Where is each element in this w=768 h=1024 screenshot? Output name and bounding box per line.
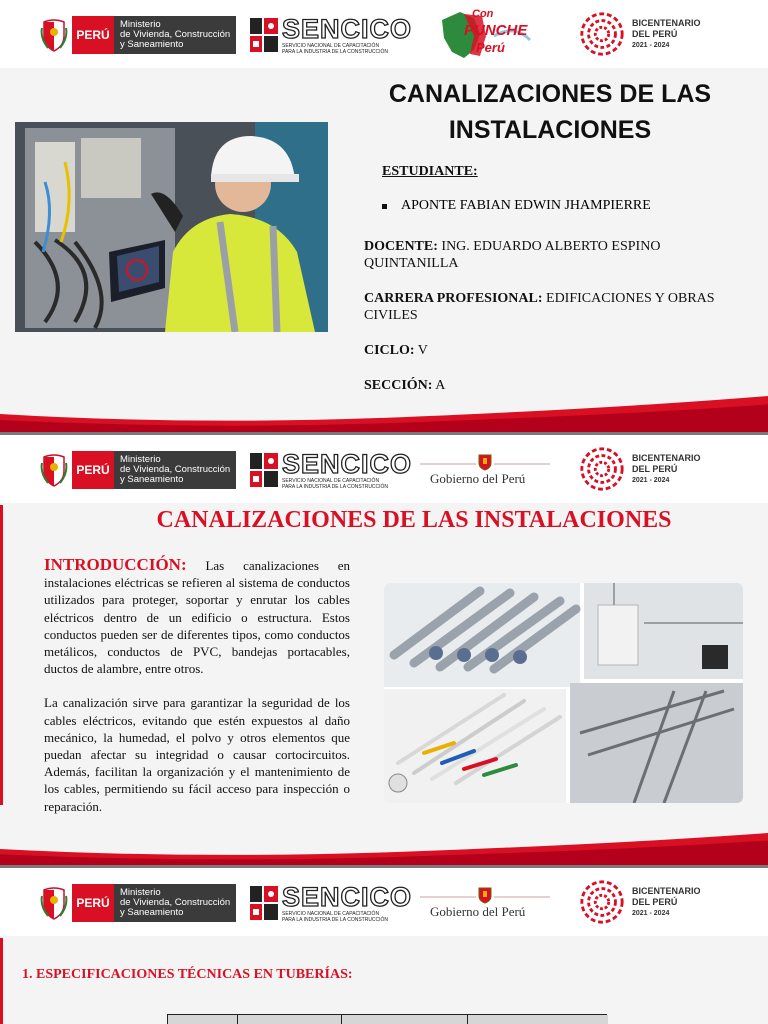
bicentenario-logo xyxy=(578,445,701,493)
bicentenario-years: 2021 - 2024 xyxy=(632,909,670,917)
intro-label: INTRODUCCIÓN: xyxy=(44,555,187,574)
seccion-value: A xyxy=(432,378,446,393)
sencico-logo xyxy=(249,448,413,490)
docente-value: ING. EDUARDO ALBERTO ESPINO QUINTANILLA xyxy=(364,239,661,271)
punche-peru-logo xyxy=(434,6,534,62)
ministry-line: y Saneamiento xyxy=(120,39,184,50)
section-title: CANALIZACIONES DE LAS INSTALACIONES xyxy=(156,507,672,533)
footer-wave xyxy=(0,833,768,865)
sencico-sub: PARA LA INDUSTRIA DE LA CONSTRUCCIÓN xyxy=(282,48,389,55)
sencico-logo xyxy=(249,881,413,923)
ciclo-label: CICLO: xyxy=(364,343,415,358)
peru-label: PERÚ xyxy=(72,16,114,54)
logo-bar xyxy=(0,0,768,68)
punche-word: PUNCHE xyxy=(464,22,528,39)
table-cell xyxy=(238,1015,342,1024)
ministry-line: de Vivienda, Construcción xyxy=(120,29,231,40)
introduction-text xyxy=(44,556,350,815)
docente-label: DOCENTE: xyxy=(364,239,438,254)
sencico-name: SENCICO xyxy=(282,13,413,44)
gobierno-text: Gobierno del Perú xyxy=(430,904,526,919)
peru-label: PERÚ xyxy=(72,884,114,922)
bicentenario-icon xyxy=(578,445,626,493)
student-name: APONTE FABIAN EDWIN JHAMPIERRE xyxy=(401,198,651,213)
ministry-line: y Saneamiento xyxy=(120,907,184,918)
bicentenario-line: BICENTENARIO xyxy=(632,452,701,463)
carrera-value: EDIFICACIONES Y OBRAS CIVILES xyxy=(364,291,715,323)
footer-wave xyxy=(0,396,768,432)
punche-con: Con xyxy=(472,8,494,20)
bicentenario-icon xyxy=(578,878,626,926)
sencico-sub: PARA LA INDUSTRIA DE LA CONSTRUCCIÓN xyxy=(282,483,389,490)
punche-peru: Perú xyxy=(476,40,505,55)
specifications-table xyxy=(167,1014,607,1024)
peru-shield-icon xyxy=(40,18,68,52)
sencico-sub: SERVICIO NACIONAL DE CAPACITACIÓN xyxy=(282,477,380,484)
slide-specifications xyxy=(0,868,768,1024)
ministry-logo xyxy=(40,451,236,489)
gobierno-logo xyxy=(420,884,550,924)
cover-title xyxy=(350,76,750,148)
table-cell xyxy=(342,1015,468,1024)
bicentenario-years: 2021 - 2024 xyxy=(632,476,670,484)
conduit-collage-photo xyxy=(384,583,743,803)
bicentenario-line: DEL PERÚ xyxy=(632,896,678,907)
sencico-sub: PARA LA INDUSTRIA DE LA CONSTRUCCIÓN xyxy=(282,916,389,923)
table-cell xyxy=(468,1015,608,1024)
seccion-label: SECCIÓN: xyxy=(364,378,433,393)
side-accent-bar xyxy=(0,505,3,805)
peru-shield-icon xyxy=(40,886,68,920)
bicentenario-logo xyxy=(578,878,701,926)
docente-row xyxy=(364,238,744,272)
sencico-logo xyxy=(249,13,413,55)
ministry-logo xyxy=(40,884,236,922)
student-entry xyxy=(382,198,651,214)
peru-shield-icon xyxy=(40,453,68,487)
sencico-mark-icon xyxy=(249,885,279,921)
carrera-label: CARRERA PROFESIONAL: xyxy=(364,291,543,306)
ministry-line: y Saneamiento xyxy=(120,474,184,485)
sencico-name: SENCICO xyxy=(282,881,413,912)
peru-label: PERÚ xyxy=(72,451,114,489)
bicentenario-icon xyxy=(578,10,626,58)
sencico-sub: SERVICIO NACIONAL DE CAPACITACIÓN xyxy=(282,910,380,917)
carrera-row xyxy=(364,290,744,324)
cover-title-line: INSTALACIONES xyxy=(448,116,652,144)
ministry-text xyxy=(114,884,236,922)
ciclo-row xyxy=(364,342,744,359)
ministry-text xyxy=(114,16,236,54)
ministry-logo xyxy=(40,16,236,54)
ministry-line: Ministerio xyxy=(120,454,161,465)
logo-bar xyxy=(0,435,768,503)
ministry-text xyxy=(114,451,236,489)
sencico-sub: SERVICIO NACIONAL DE CAPACITACIÓN xyxy=(282,42,380,49)
sencico-mark-icon xyxy=(249,452,279,488)
sencico-mark-icon xyxy=(249,17,279,53)
gobierno-logo xyxy=(420,451,550,491)
specifications-heading: 1. ESPECIFICACIONES TÉCNICAS EN TUBERÍAS: xyxy=(22,967,353,982)
gobierno-text: Gobierno del Perú xyxy=(430,471,526,486)
bicentenario-logo xyxy=(578,10,701,58)
bicentenario-line: BICENTENARIO xyxy=(632,17,701,28)
ministry-line: de Vivienda, Construcción xyxy=(120,897,231,908)
side-accent-bar xyxy=(0,938,3,1024)
logo-bar xyxy=(0,868,768,936)
ministry-line: Ministerio xyxy=(120,887,161,898)
bicentenario-line: BICENTENARIO xyxy=(632,885,701,896)
bicentenario-line: DEL PERÚ xyxy=(632,28,678,39)
ciclo-value: V xyxy=(414,343,428,358)
slide-cover xyxy=(0,0,768,432)
ministry-line: Ministerio xyxy=(120,19,161,30)
intro-text: Las canalizaciones en instalaciones eléctricas se refieren al sistema de conductos utilizados para proteger, soportar y enrutar los cables eléctricos dentro de un edificio o estructura. Estos conductos pueden ser de diferentes tipos, como conductos metálicos, conductos de PVC, bandejas portacables, ductos de alambre, entre otros. xyxy=(44,558,350,677)
ministry-line: de Vivienda, Construcción xyxy=(120,464,231,475)
sencico-name: SENCICO xyxy=(282,448,413,479)
bicentenario-years: 2021 - 2024 xyxy=(632,41,670,49)
slide-introduction xyxy=(0,435,768,865)
purpose-paragraph: La canalización sirve para garantizar la seguridad de los cables eléctricos, evitando que estén expuestos al daño mecánico, la humedad, el polvo y otros elementos que puedan afectar su integridad o causar cortocircuitos. Además, facilitan la organización y el mantenimiento de los cables, permitiendo su fácil acceso para inspección o reparación. xyxy=(44,695,350,814)
seccion-row xyxy=(364,377,744,394)
bullet-icon xyxy=(382,204,387,209)
bicentenario-line: DEL PERÚ xyxy=(632,463,678,474)
student-label: ESTUDIANTE: xyxy=(382,164,478,179)
intro-paragraph xyxy=(44,556,350,677)
table-cell xyxy=(168,1015,238,1024)
electrician-photo xyxy=(15,122,328,332)
cover-title-line: CANALIZACIONES DE LAS xyxy=(388,80,712,108)
